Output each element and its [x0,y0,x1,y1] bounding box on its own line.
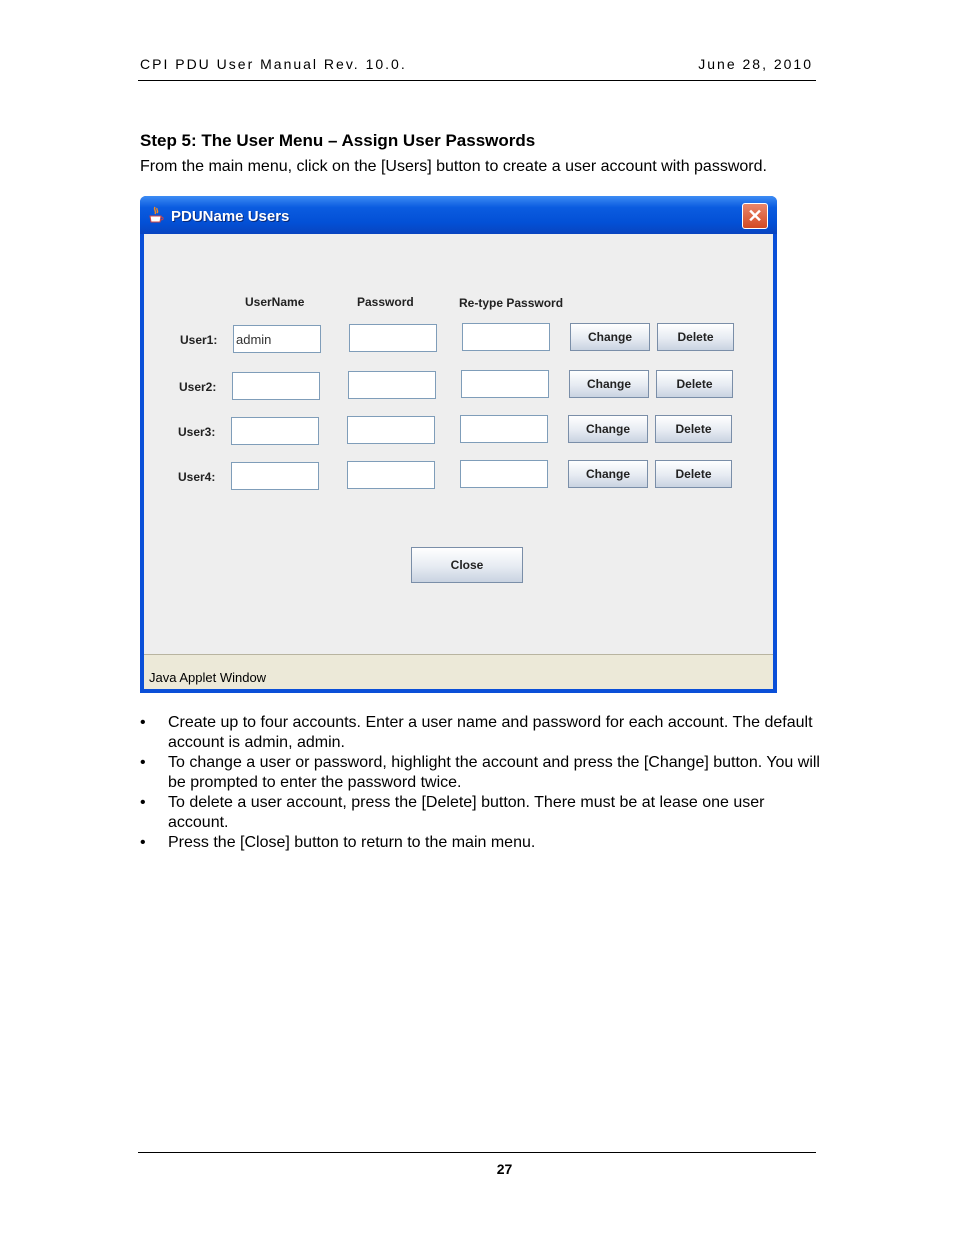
list-item-text: To change a user or password, highlight the account and press the [Change] button. You will be prompted to enter the password twice. [168,754,820,791]
java-cup-icon [148,206,164,224]
users-window-screenshot [140,196,777,693]
header-date: June 28, 2010 [698,56,813,72]
user1-delete-button[interactable]: Delete [657,323,734,351]
list-item-text: Press the [Close] button to return to the main menu. [168,834,536,851]
section-intro: From the main menu, click on the [Users] button to create a user account with password. [140,158,767,175]
list-item-text: Create up to four accounts. Enter a user name and password for each account. The default account is admin, admin. [168,714,813,751]
window-close-icon[interactable]: ✕ [742,203,768,229]
user1-label: User1: [180,333,218,347]
user4-delete-button[interactable]: Delete [655,460,732,488]
user3-change-button[interactable]: Change [568,415,648,443]
window-titlebar[interactable] [140,196,777,234]
applet-status-text: Java Applet Window [149,670,267,685]
list-item [140,713,820,752]
header-divider [138,80,816,81]
column-header-retype-password: Re-type Password [459,296,564,310]
column-header-username: UserName [245,295,305,309]
user2-password-field[interactable] [348,371,436,399]
bullet-icon: • [140,754,146,771]
user4-password-field[interactable] [347,461,435,489]
list-item [140,833,820,853]
bullet-icon: • [140,714,146,731]
user2-retype-password-field[interactable] [461,370,549,398]
user1-retype-password-field[interactable] [462,323,550,351]
list-item-text: To delete a user account, press the [Delete] button. There must be at lease one user account. [168,794,765,831]
bullet-icon: • [140,794,146,811]
window-client-area [144,234,773,654]
window-title: PDUName Users [171,208,290,225]
user2-username-field[interactable] [232,372,320,400]
list-item [140,753,820,792]
user4-username-field[interactable] [231,462,319,490]
user3-label: User3: [178,425,216,439]
user1-change-button[interactable]: Change [570,323,650,351]
user1-username-field[interactable]: admin [233,325,321,353]
header-manual-title: CPI PDU User Manual Rev. 10.0. [140,56,407,72]
list-item [140,793,820,832]
page-number: 27 [496,1161,513,1177]
user4-change-button[interactable]: Change [568,460,648,488]
user4-label: User4: [178,470,216,484]
user3-username-field[interactable] [231,417,319,445]
user2-change-button[interactable]: Change [569,370,649,398]
user4-retype-password-field[interactable] [460,460,548,488]
user2-delete-button[interactable]: Delete [656,370,733,398]
user3-delete-button[interactable]: Delete [655,415,732,443]
user3-password-field[interactable] [347,416,435,444]
column-header-password: Password [357,295,414,309]
user2-label: User2: [179,380,217,394]
bullet-icon: • [140,834,146,851]
applet-status-bar [144,654,773,689]
instruction-list [140,713,820,854]
footer-divider [138,1152,816,1153]
user3-retype-password-field[interactable] [460,415,548,443]
close-button[interactable]: Close [411,547,523,583]
user1-password-field[interactable] [349,324,437,352]
section-title: Step 5: The User Menu – Assign User Passwords [140,131,536,150]
